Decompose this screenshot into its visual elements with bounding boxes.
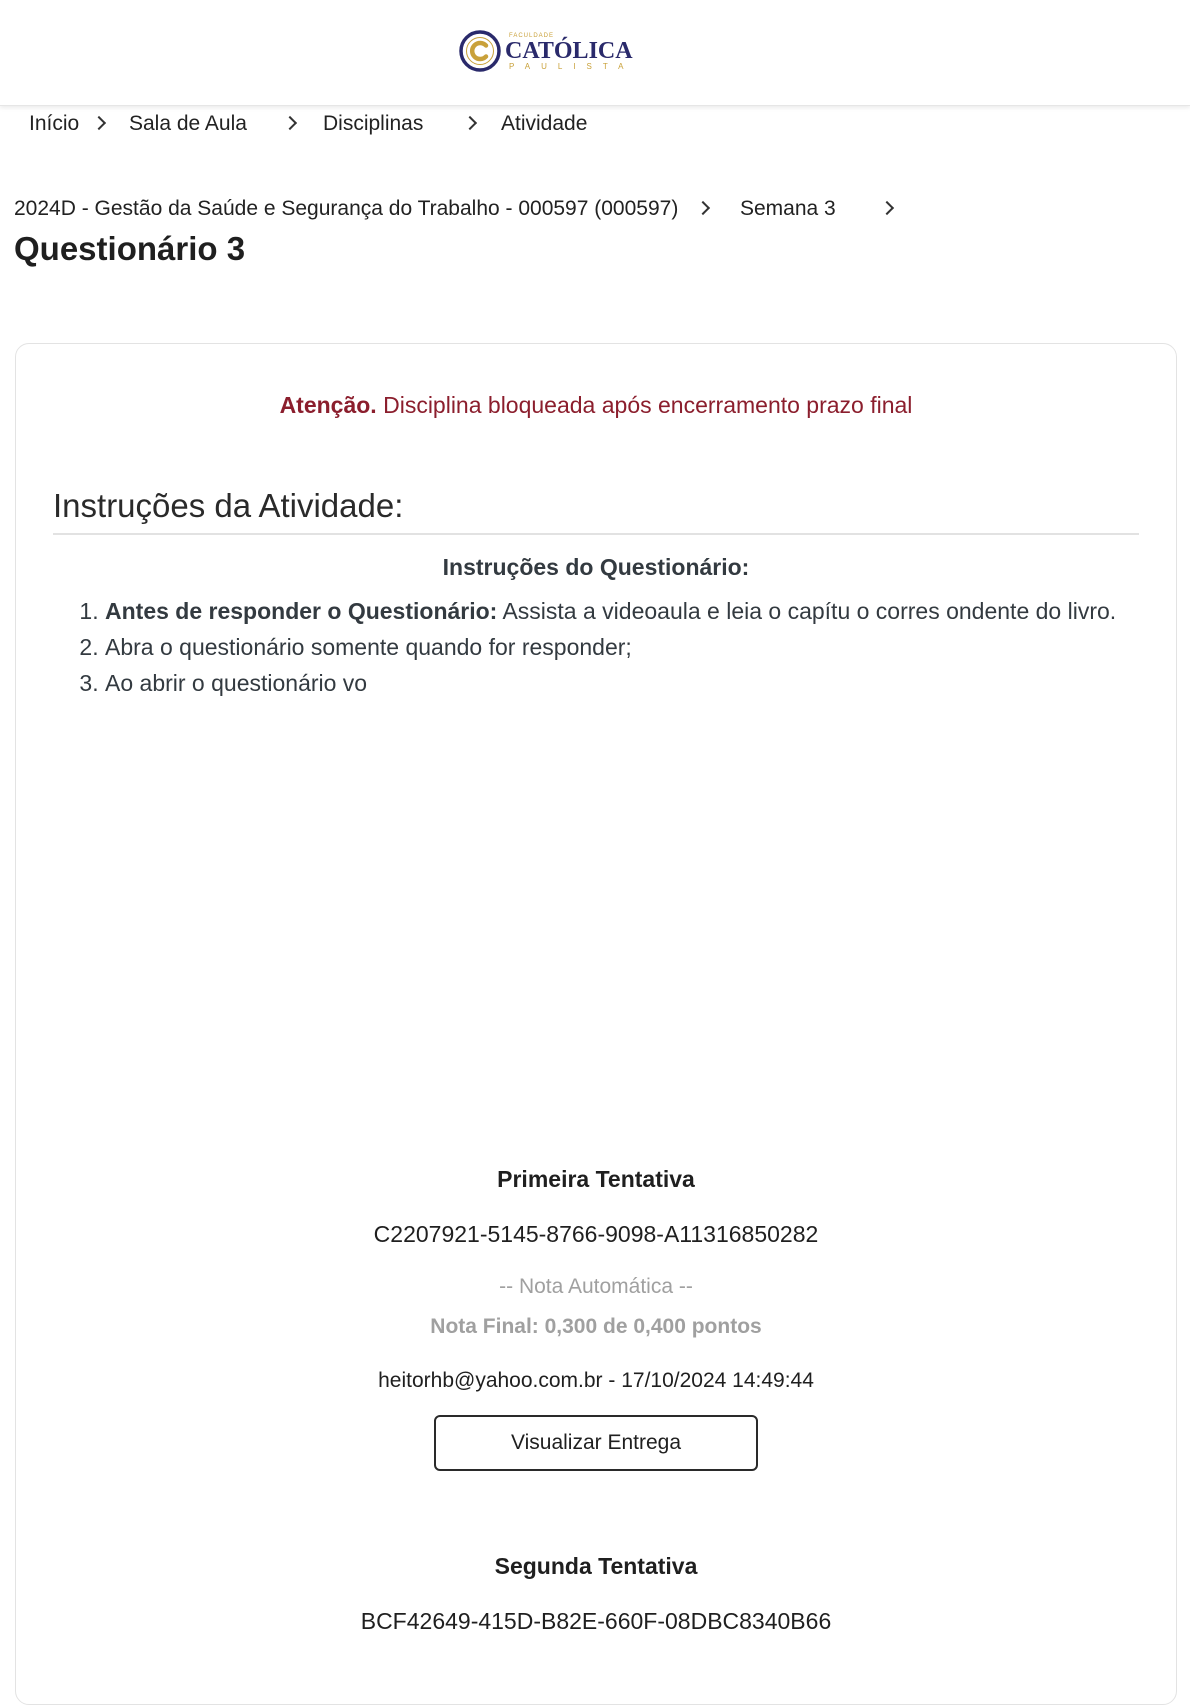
view-submission-button[interactable]: Visualizar Entrega — [434, 1415, 758, 1471]
chevron-right-icon — [463, 116, 477, 130]
chevron-right-icon — [880, 201, 894, 215]
second-attempt — [16, 1553, 1176, 1635]
activity-card — [15, 343, 1177, 1705]
final-grade: Nota Final: 0,300 de 0,400 pontos — [430, 1315, 762, 1338]
list-item: 2. Abra o questionário somente quando for responder; — [105, 629, 1165, 665]
attempt-id: C2207921-5145-8766-9098-A11316850282 — [373, 1221, 819, 1247]
logo-c-emblem-icon — [459, 30, 501, 72]
submission-info: heitorhb@yahoo.com.br - 17/10/2024 14:49:44 — [378, 1369, 814, 1392]
list-item-bold: Antes de responder o Questionário: — [105, 598, 498, 624]
faculdade-catolica-logo[interactable] — [459, 30, 635, 72]
chevron-right-icon — [283, 116, 297, 130]
logo-main-text: CATÓLICA — [505, 38, 633, 64]
top-header — [0, 0, 1190, 106]
breadcrumb-disciplinas[interactable]: Disciplinas — [323, 112, 424, 135]
locked-alert — [16, 392, 1176, 419]
alert-strong: Atenção. — [279, 392, 377, 418]
logo-sub-text: PAULISTA — [509, 62, 635, 71]
page-title: Questionário 3 — [14, 230, 246, 267]
auto-grade-note: -- Nota Automática -- — [499, 1275, 693, 1298]
course-breadcrumb — [14, 194, 892, 224]
attempt-title: Segunda Tentativa — [494, 1553, 698, 1579]
week-link[interactable]: Semana 3 — [740, 197, 836, 220]
instructions-section-title: Instruções da Atividade: — [53, 487, 1139, 535]
attempt-title: Primeira Tentativa — [497, 1166, 695, 1192]
logo-small-text: FACULDADE — [509, 33, 555, 39]
instructions-heading: Instruções do Questionário: — [442, 554, 750, 580]
breadcrumb-inicio[interactable]: Início — [29, 112, 80, 135]
attempt-id: BCF42649-415D-B82E-660F-08DBC8340B66 — [360, 1608, 832, 1634]
list-item — [105, 593, 1165, 629]
list-item-text: Assista a videoaula e leia o capítu o corres ondente do livro. — [497, 598, 1117, 624]
chevron-right-icon — [92, 116, 106, 130]
logo-wordmark — [505, 30, 635, 72]
alert-text: Disciplina bloqueada após encerramento prazo final — [376, 392, 913, 418]
breadcrumb — [0, 109, 1190, 139]
instructions-list — [53, 593, 1165, 701]
breadcrumb-atividade[interactable]: Atividade — [501, 112, 588, 135]
breadcrumb-sala-de-aula[interactable]: Sala de Aula — [129, 112, 247, 135]
chevron-right-icon — [696, 201, 710, 215]
list-item: 3. Ao abrir o questionário vo — [105, 665, 1165, 701]
first-attempt — [16, 1166, 1176, 1471]
course-name-link[interactable]: 2024D - Gestão da Saúde e Segurança do Trabalho - 000597 (000597) — [14, 197, 679, 220]
